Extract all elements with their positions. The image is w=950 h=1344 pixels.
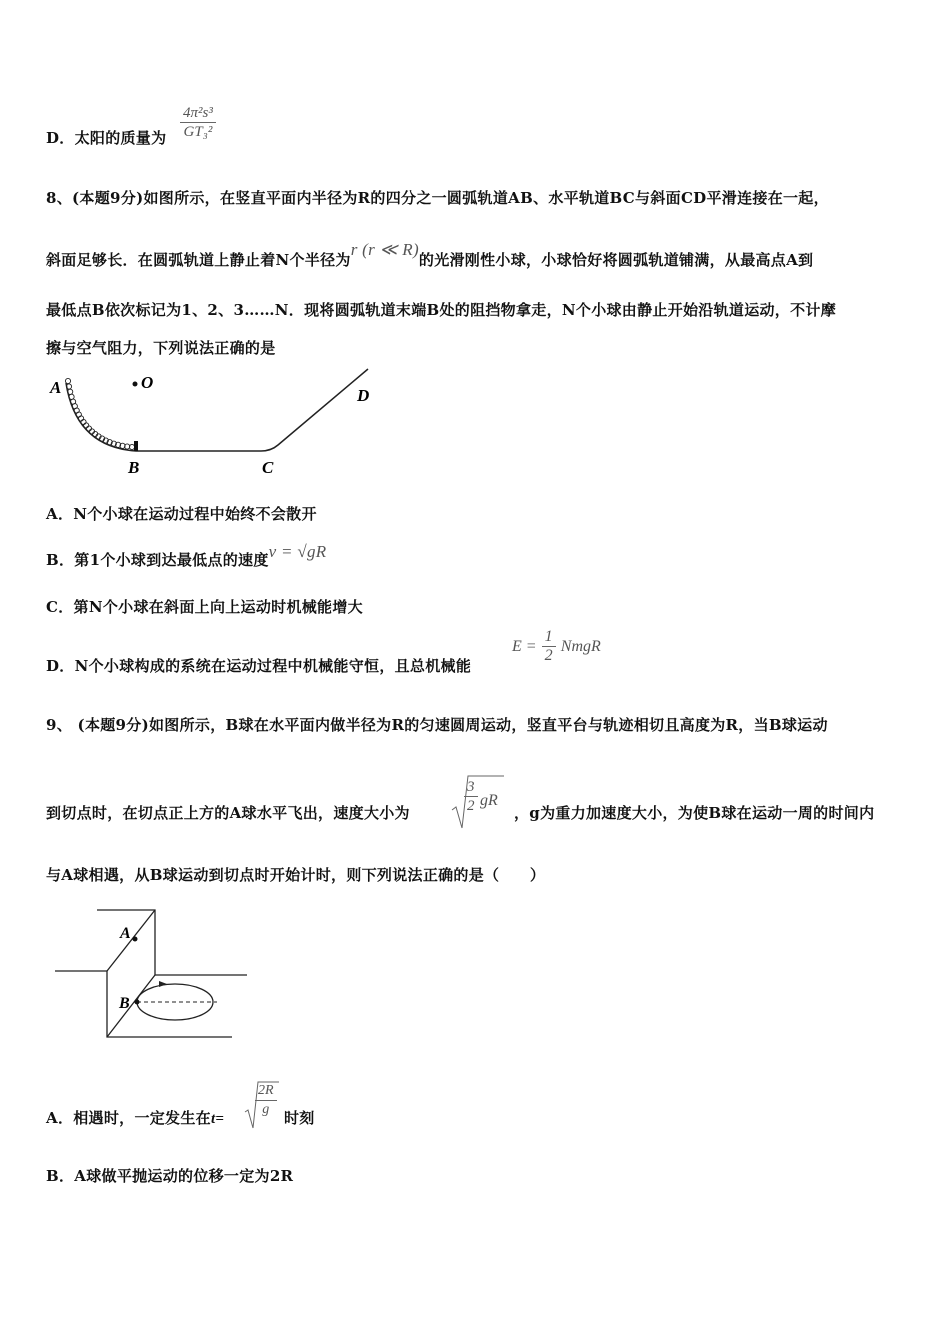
- q9-line2-start: 到切点时，在切点正上方的A球水平飞出，速度大小为: [46, 804, 410, 822]
- time-formula: [243, 1080, 279, 1134]
- label-b: B: [128, 458, 140, 477]
- label-d: D: [357, 386, 370, 405]
- track-path: [66, 369, 368, 451]
- speed-formula: [450, 774, 504, 834]
- q8-line3: 最低点B依次标记为1、2、3……N．现将圆弧轨道末端B处的阻挡物拿走，N个小球由静止开始沿轨道运动，不计摩: [46, 301, 836, 319]
- fraction-denominator: g: [262, 1102, 270, 1117]
- q9-line2-end: ，g为重力加速度大小，为使B球在运动一周的时间内: [514, 804, 875, 822]
- q8-option-a: A．N个小球在运动过程中始终不会散开: [46, 505, 317, 523]
- q8-line4: 擦与空气阻力，下列说法正确的是: [46, 339, 276, 357]
- q8-line2-start: 斜面足够长．在圆弧轨道上静止着N个半径为: [46, 251, 351, 269]
- ball-a: [133, 937, 138, 942]
- label-c: C: [262, 458, 274, 477]
- fraction-denominator: 2: [467, 798, 475, 814]
- q9-platform-figure: [55, 905, 255, 1045]
- fraction-numerator: 1: [542, 628, 556, 647]
- sun-mass-fraction: [180, 104, 216, 141]
- small-ball: [86, 426, 91, 431]
- radius-condition-math: r (r ≪ R): [350, 240, 419, 259]
- three-halves-fraction: [464, 778, 478, 815]
- option-d-text: D．太阳的质量为: [46, 129, 167, 147]
- q8-line1: 8、(本题9分)如图所示，在竖直平面内半径为R的四分之一圆弧轨道AB、水平轨道BC与斜面CD平滑连接在一起，: [46, 189, 829, 207]
- option-d-prev: [46, 127, 166, 148]
- fraction-numerator: 4π²s³: [180, 104, 216, 123]
- fraction-denominator: GT₃²: [183, 124, 213, 140]
- fraction-denominator: 2: [544, 647, 553, 664]
- small-ball: [84, 423, 89, 428]
- q9-option-a-tail: 时刻: [284, 1109, 315, 1127]
- q9-option-a: [46, 1107, 224, 1128]
- energy-formula: [512, 628, 601, 665]
- label-a: A: [120, 925, 131, 942]
- energy-rhs: NmgR: [560, 638, 601, 655]
- platform-lines: [55, 910, 247, 1037]
- small-ball: [65, 378, 70, 383]
- q8-track-figure: [46, 365, 386, 480]
- q8-option-d: [46, 655, 471, 676]
- q8-line2: [46, 240, 814, 270]
- energy-lhs: E =: [512, 638, 537, 655]
- q8-line2-end: 的光滑刚性小球，小球恰好将圆弧轨道铺满，从最高点A到: [418, 251, 814, 269]
- option-d-text: D．N个小球构成的系统在运动过程中机械能守恒，且总机械能: [46, 657, 472, 675]
- q8-option-b: [46, 542, 327, 570]
- q9-line3: 与A球相遇，从B球运动到切点时开始计时，则下列说法正确的是（ ）: [46, 866, 546, 884]
- fraction-numerator: 2R: [255, 1082, 277, 1101]
- q9-line2: [46, 802, 410, 823]
- ball-b: [135, 1000, 140, 1005]
- half-fraction: [542, 628, 556, 665]
- label-o: O: [141, 373, 154, 392]
- speed-tail: gR: [480, 792, 498, 809]
- time-symbol: t=: [210, 1111, 225, 1127]
- q9-option-b: B．A球做平抛运动的位移一定为2R: [46, 1167, 294, 1185]
- stopper-block: [134, 441, 138, 451]
- label-a: A: [50, 378, 62, 397]
- direction-arrow-icon: [159, 981, 167, 987]
- center-point: [133, 382, 138, 387]
- fraction-numerator: 3: [464, 778, 478, 797]
- q8-option-c: C．第N个小球在斜面上向上运动时机械能增大: [46, 598, 363, 616]
- label-b: B: [119, 995, 130, 1012]
- two-r-over-g-fraction: [255, 1082, 277, 1119]
- q9-line1: 9、 (本题9分)如图所示，B球在水平面内做半径为R的匀速圆周运动，竖直平台与轨迹相切且高度为R，当B球运动: [46, 716, 828, 734]
- option-b-text: B．第1个小球到达最低点的速度: [46, 551, 269, 569]
- option-a-text: A．相遇时，一定发生在: [46, 1109, 211, 1127]
- velocity-math: v = √gR: [268, 542, 327, 561]
